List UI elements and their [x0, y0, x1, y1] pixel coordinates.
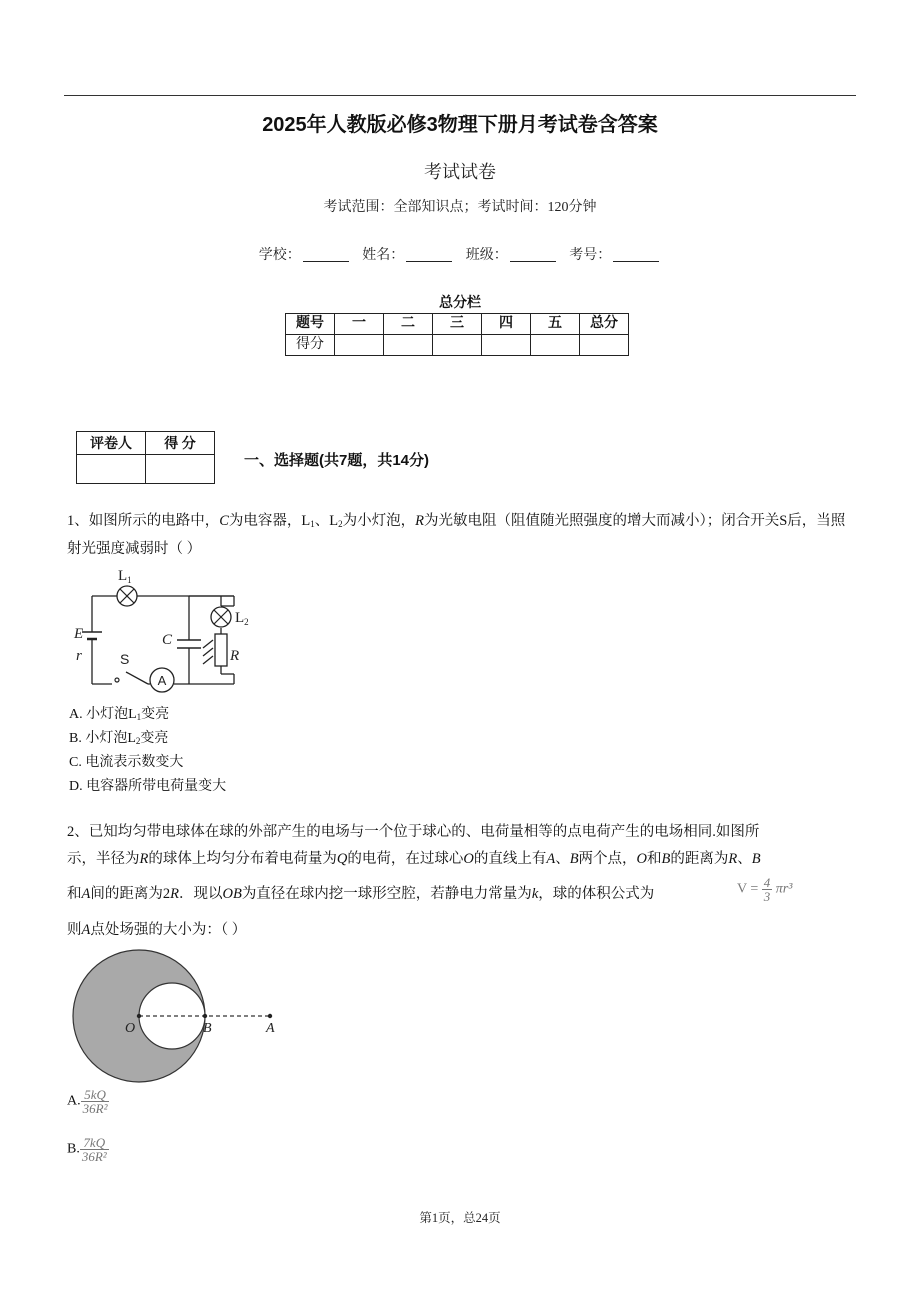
school-field[interactable]: 学校：: [259, 248, 351, 263]
grader-score-label: 得 分: [146, 432, 215, 455]
score-cell[interactable]: [433, 335, 482, 356]
score-header-cell: 题号: [286, 314, 335, 335]
reviewer-cell[interactable]: [77, 455, 146, 484]
score-table-header-row: [286, 314, 629, 335]
score-cell[interactable]: [482, 335, 531, 356]
label-c: C: [162, 632, 173, 648]
score-header-cell: 一: [335, 314, 384, 335]
q1-option-c[interactable]: C. 电流表示数变大: [69, 755, 184, 770]
circuit-diagram: [70, 562, 260, 698]
q2-option-a[interactable]: A. $\frac{5kQ}{\text{36R²}}$: [67, 1087, 108, 1116]
q1-option-a[interactable]: A. 小灯泡$L_1$变亮: [69, 707, 170, 722]
label-l2: $L_2$: [235, 610, 249, 627]
exam-number-field[interactable]: 考号：: [569, 248, 661, 263]
score-row-label: 得分: [286, 335, 335, 356]
score-cell[interactable]: [335, 335, 384, 356]
point-o: [137, 1014, 141, 1018]
score-header-cell: 总分: [580, 314, 629, 335]
score-header-cell: 三: [433, 314, 482, 335]
score-header-cell: 四: [482, 314, 531, 335]
question-2-line-2: 示，半径为R的球体上均匀分布着电荷量为Q的电荷，在过球心O的直线上有A、B两个点，O和B的距离为R、B: [67, 851, 761, 867]
section-heading: 一、选择题(共7题，共14分): [244, 452, 430, 469]
score-table-score-row: [286, 335, 629, 356]
score-cell[interactable]: [384, 335, 433, 356]
reviewer-label: 评卷人: [77, 432, 146, 455]
lamp-l1-icon: [117, 586, 137, 606]
question-2-line-4: 则A点处场强的大小为：（ ）: [67, 922, 247, 938]
score-cell[interactable]: [531, 335, 580, 356]
student-info-line: [0, 244, 920, 264]
page-subtitle: 考试试卷: [424, 162, 496, 182]
label-s: S: [120, 651, 130, 667]
score-header-cell: 五: [531, 314, 580, 335]
label-o: O: [125, 1021, 136, 1036]
page-footer: 第1页，总24页: [419, 1211, 501, 1225]
point-a: [268, 1014, 272, 1018]
q2-option-b[interactable]: B. $\frac{7kQ}{\text{36R²}}$: [67, 1135, 107, 1164]
header-rule: [64, 95, 856, 96]
lamp-l2-icon: [211, 607, 231, 627]
grader-box: [76, 431, 215, 484]
question-1-text: 1、如图所示的电路中，C为电容器，$L_1$、$L_2$为小灯泡，R为光敏电阻（阻值随光照强度的增大而减小）；闭合开关S后，当照射光强度减弱时（ ）: [67, 513, 846, 557]
q1-option-d[interactable]: D. 电容器所带电荷量变大: [69, 779, 227, 794]
label-l1: $L_1$: [118, 568, 132, 585]
question-2-line-3: 和A间的距离为2R．现以OB为直径在球内挖一球形空腔，若静电力常量为k，球的体积公式为: [67, 886, 655, 902]
score-table-caption: 总分栏: [439, 294, 481, 310]
score-table: [285, 313, 629, 356]
sphere-figure: [70, 946, 290, 1086]
score-cell[interactable]: [580, 335, 629, 356]
label-b: B: [203, 1021, 212, 1036]
svg-text:A: A: [157, 673, 167, 688]
point-b: [203, 1014, 207, 1018]
name-field[interactable]: 姓名：: [362, 248, 454, 263]
label-r-resistor: R: [230, 648, 240, 664]
volume-formula: V = $\frac{4}{3}$ πr³: [737, 875, 793, 904]
page-title: 2025年人教版必修3物理下册月考试卷含答案: [262, 114, 658, 136]
score-header-cell: 二: [384, 314, 433, 335]
switch-icon: [115, 678, 119, 682]
grader-score-cell[interactable]: [146, 455, 215, 484]
question-2-line-1: 2、已知均匀带电球体在球的外部产生的电场与一个位于球心的、电荷量相等的点电荷产生的电场相同.如图所: [67, 824, 760, 840]
label-a: A: [266, 1021, 275, 1036]
exam-scope: 考试范围：全部知识点；考试时间：120分钟: [323, 200, 597, 215]
label-r: r: [76, 648, 82, 664]
ammeter-icon: [150, 668, 174, 692]
label-e: E: [74, 626, 84, 642]
class-field[interactable]: 班级：: [466, 248, 558, 263]
q1-option-b[interactable]: B. 小灯泡$L_2$变亮: [69, 731, 169, 746]
